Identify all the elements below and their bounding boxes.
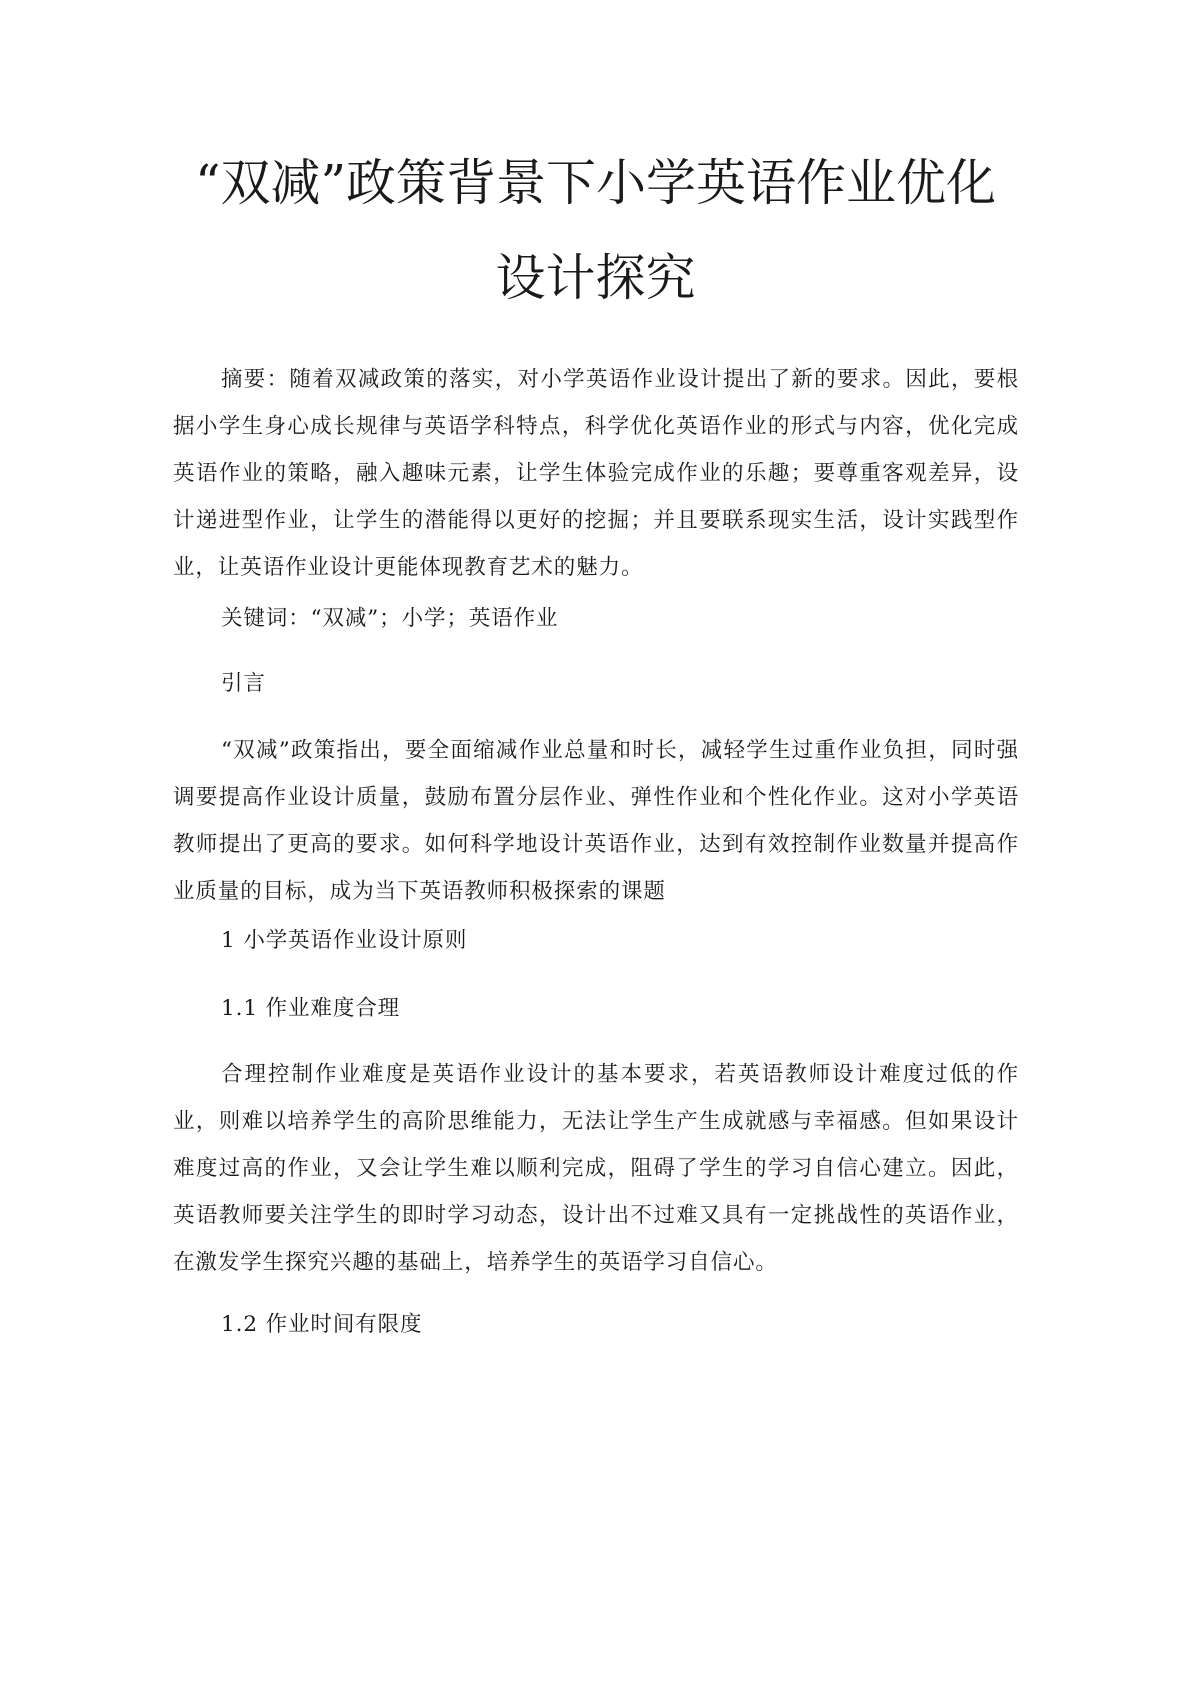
intro-paragraph: “双减”政策指出，要全面缩减作业总量和时长，减轻学生过重作业负担，同时强调要提高作业设计质量，鼓励布置分层作业、弹性作业和个性化作业。这对小学英语教师提出了更高的要求。如何科学地设计英语作业，达到有效控制作业数量并提高作业质量的目标，成为当下英语教师积极探索的课题 — [173, 738, 1019, 904]
section-1-1-paragraph: 合理控制作业难度是英语作业设计的基本要求，若英语教师设计难度过低的作业，则难以培养学生的高阶思维能力，无法让学生产生成就感与幸福感。但如果设计难度过高的作业，又会让学生难以顺利完成，阻碍了学生的学习自信心建立。因此，英语教师要关注学生的即时学习动态，设计出不过难又具有一定挑战性的英语作业，在激发学生探究兴趣的基础上，培养学生的英语学习自信心。 — [173, 1062, 1019, 1275]
document-title-line-1: “双减”政策背景下小学英语作业优化 — [194, 154, 997, 212]
section-1-heading: 1 小学英语作业设计原则 — [221, 928, 468, 953]
section-1-1-heading: 1.1 作业难度合理 — [221, 996, 401, 1021]
document-title-line-2: 设计探究 — [495, 249, 696, 307]
section-1-2-heading: 1.2 作业时间有限度 — [221, 1312, 423, 1337]
keywords-line: 关键词：“双减”；小学；英语作业 — [221, 606, 559, 631]
intro-heading: 引言 — [221, 671, 266, 696]
abstract-paragraph: 摘要：随着双减政策的落实，对小学英语作业设计提出了新的要求。因此，要根据小学生身心成长规律与英语学科特点，科学优化英语作业的形式与内容，优化完成英语作业的策略，融入趣味元素，让学生体验完成作业的乐趣；要尊重客观差异，设计递进型作业，让学生的潜能得以更好的挖掘；并且要联系现实生活，设计实践型作业，让英语作业设计更能体现教育艺术的魅力。 — [173, 367, 1019, 580]
